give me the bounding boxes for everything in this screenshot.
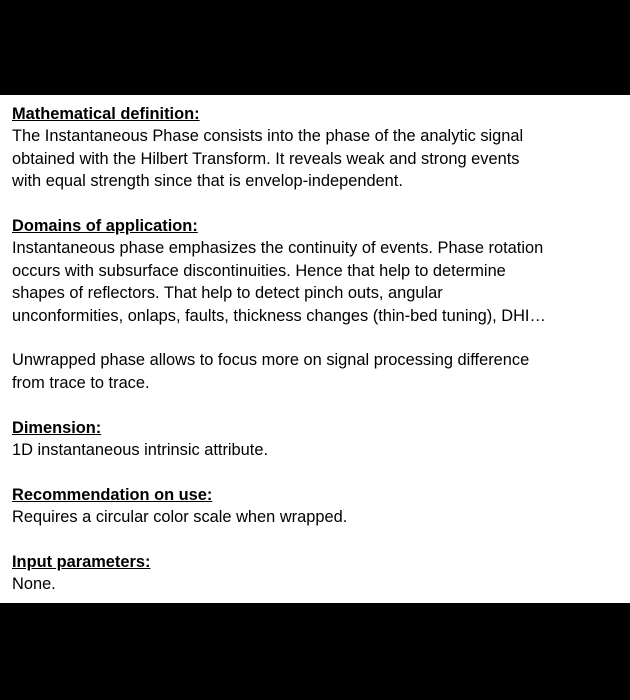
section-heading: Input parameters: — [12, 553, 151, 572]
section-dimension — [12, 417, 630, 462]
section-paragraph: None. — [12, 575, 56, 594]
section-heading: Mathematical definition: — [12, 105, 200, 123]
section-input-parameters — [12, 551, 630, 596]
section-paragraph: Unwrapped phase allows to focus more on signal processing difference from trace to trace. — [12, 351, 530, 392]
section-paragraph: Instantaneous phase emphasizes the continuity of events. Phase rotation occurs with subsurface discontinuities. Hence that help to determine shapes of reflectors. That help to detect pinch outs, angular unconformities, onlaps, faults, thickness changes (thin-bed tuning), DHI… — [12, 239, 546, 325]
section-paragraph: 1D instantaneous intrinsic attribute. — [12, 441, 269, 460]
section-heading: Dimension: — [12, 418, 102, 437]
section-heading: Domains of application: — [12, 217, 198, 236]
section-heading: Recommendation on use: — [12, 485, 213, 504]
section-paragraph: The Instantaneous Phase consists into the phase of the analytic signal obtained with the Hilbert Transform. It reveals weak and strong events with equal strength since that is envelop-independent. — [12, 127, 524, 191]
section-domains-of-application — [12, 215, 630, 394]
section-recommendation-on-use — [12, 484, 630, 529]
text-panel — [0, 95, 630, 603]
section-paragraph: Requires a circular color scale when wrapped. — [12, 508, 348, 527]
section-mathematical-definition — [12, 103, 630, 193]
